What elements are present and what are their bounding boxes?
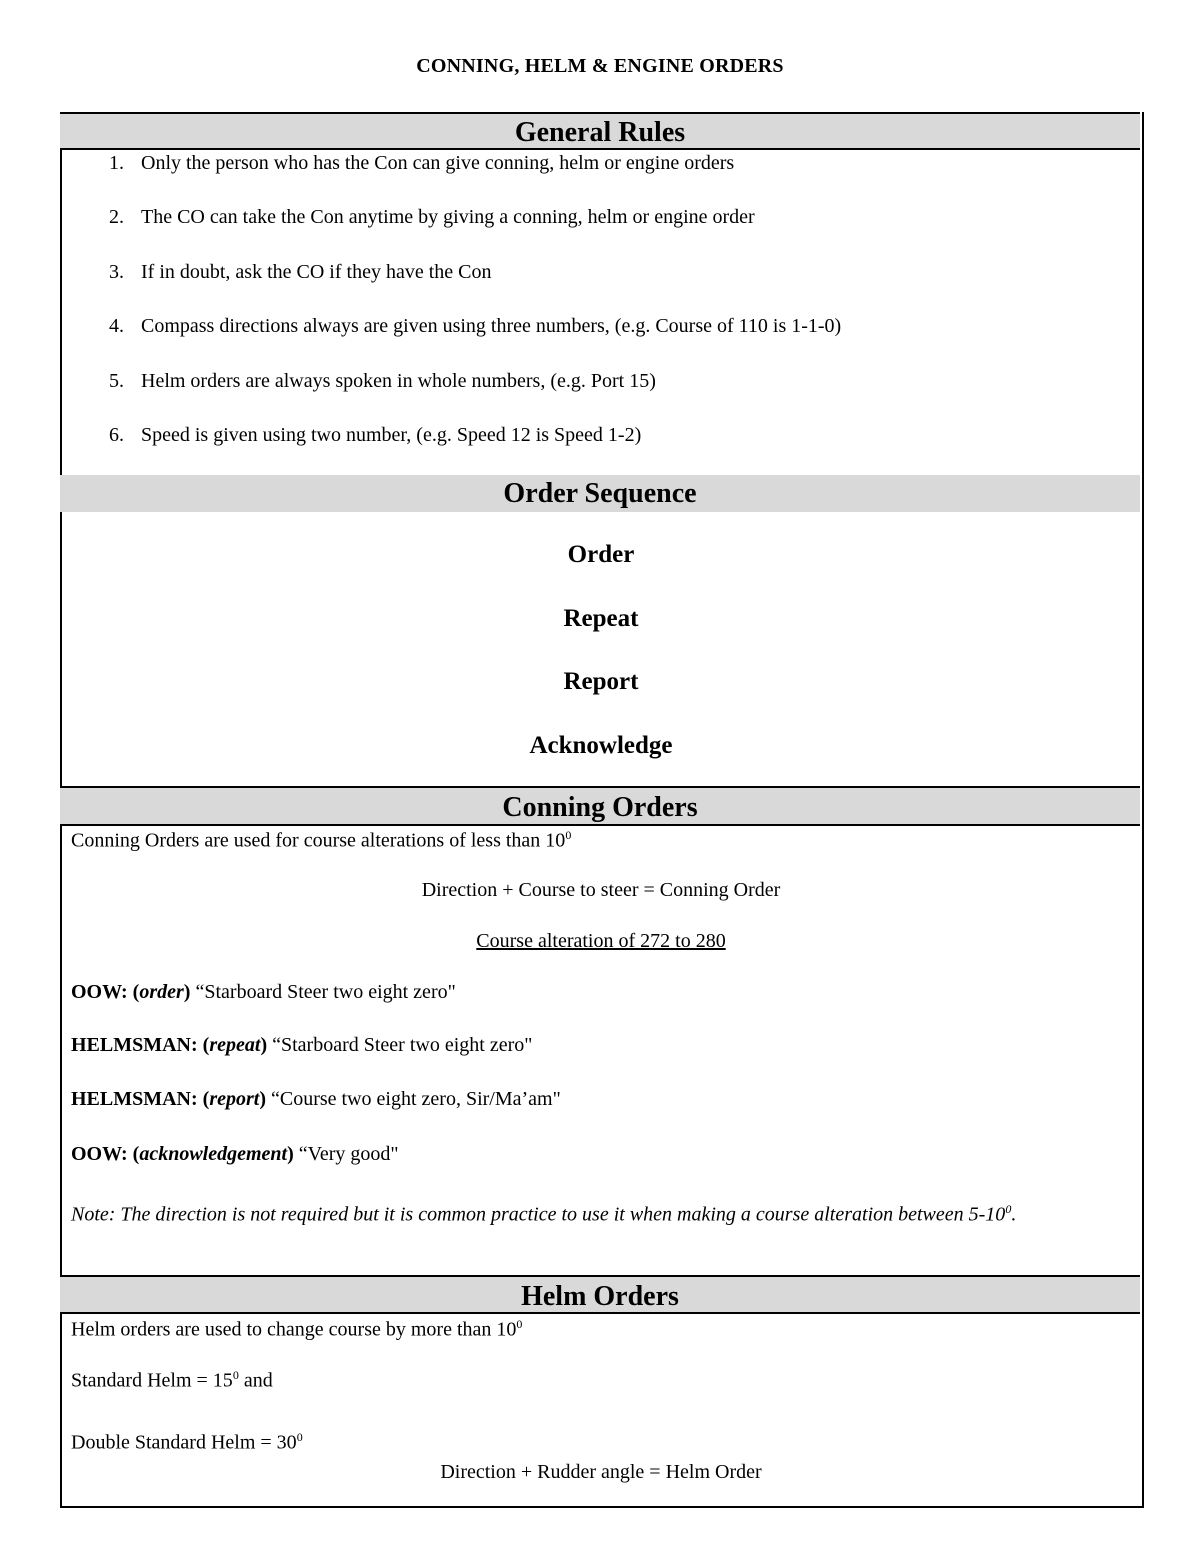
degree-sup: 0 bbox=[232, 1368, 239, 1382]
speech: “Starboard Steer two eight zero" bbox=[267, 1034, 533, 1056]
paren-open: ( bbox=[132, 1143, 140, 1165]
dialogue-line bbox=[71, 981, 456, 1004]
helm-orders-heading: Helm Orders bbox=[60, 1275, 1140, 1314]
conning-example-title bbox=[62, 930, 1140, 953]
sequence-step-acknowledge: Acknowledge bbox=[529, 732, 673, 759]
rule-text: Speed is given using two number, (e.g. Speed 12 is Speed 1-2) bbox=[141, 424, 642, 446]
paren-close: ) bbox=[183, 981, 191, 1003]
standard-helm-end: and bbox=[238, 1369, 273, 1392]
paren-open: ( bbox=[132, 981, 140, 1003]
helm-intro-text: Helm orders are used to change course by more than 10 bbox=[71, 1318, 517, 1341]
example-title-text: Course alteration of 272 to 280 bbox=[476, 930, 726, 952]
speech: “Starboard Steer two eight zero" bbox=[190, 981, 456, 1003]
helm-formula: Direction + Rudder angle = Helm Order bbox=[440, 1461, 762, 1483]
action: repeat bbox=[209, 1034, 261, 1056]
degree-sup: 0 bbox=[516, 1317, 523, 1331]
note-end: . bbox=[1011, 1203, 1017, 1226]
speaker: HELMSMAN: bbox=[71, 1088, 198, 1110]
sequence-step-repeat: Repeat bbox=[563, 605, 639, 632]
standard-helm-text: Standard Helm = 15 bbox=[71, 1369, 233, 1392]
rule-number: 2. bbox=[109, 206, 124, 228]
dialogue-line bbox=[71, 1034, 532, 1057]
paren-open: ( bbox=[202, 1034, 210, 1056]
action: order bbox=[139, 981, 184, 1003]
degree-sup: 0 bbox=[565, 828, 572, 842]
speech: “Course two eight zero, Sir/Ma’am" bbox=[266, 1088, 561, 1110]
sequence-step-report: Report bbox=[563, 668, 639, 695]
rule-text: Helm orders are always spoken in whole numbers, (e.g. Port 15) bbox=[141, 370, 656, 392]
paren-open: ( bbox=[202, 1088, 210, 1110]
speaker: OOW: bbox=[71, 981, 128, 1003]
paren-close: ) bbox=[259, 1088, 267, 1110]
dialogue-line bbox=[71, 1143, 399, 1166]
conning-note bbox=[71, 1196, 1131, 1229]
general-rules-heading: General Rules bbox=[60, 112, 1140, 150]
degree-sup: 0 bbox=[296, 1430, 303, 1444]
double-helm-text: Double Standard Helm = 30 bbox=[71, 1431, 297, 1454]
rule-number: 6. bbox=[109, 424, 124, 446]
action: acknowledgement bbox=[139, 1143, 288, 1165]
rule-text: Only the person who has the Con can give conning, helm or engine orders bbox=[141, 152, 735, 174]
paren-close: ) bbox=[260, 1034, 268, 1056]
degree-sup: 0 bbox=[1005, 1202, 1012, 1216]
order-sequence-heading: Order Sequence bbox=[60, 475, 1140, 512]
action: report bbox=[209, 1088, 260, 1110]
rule-text: The CO can take the Con anytime by giving a conning, helm or engine order bbox=[141, 206, 755, 228]
dialogue-line bbox=[71, 1088, 561, 1111]
speech: “Very good" bbox=[293, 1143, 399, 1165]
speaker: HELMSMAN: bbox=[71, 1034, 198, 1056]
rule-number: 5. bbox=[109, 370, 124, 392]
standard-helm bbox=[71, 1368, 273, 1393]
rule-number: 3. bbox=[109, 261, 124, 283]
rule-text: If in doubt, ask the CO if they have the Con bbox=[141, 261, 492, 283]
page-title: CONNING, HELM & ENGINE ORDERS bbox=[416, 55, 784, 77]
note-text: Note: The direction is not required but it is common practice to use it when making a course alteration between 5-10 bbox=[71, 1203, 1006, 1226]
paren-close: ) bbox=[287, 1143, 294, 1165]
helm-intro bbox=[71, 1317, 522, 1342]
conning-orders-heading: Conning Orders bbox=[60, 786, 1140, 826]
conning-intro-text: Conning Orders are used for course alterations of less than 10 bbox=[71, 829, 566, 852]
speaker: OOW: bbox=[71, 1143, 128, 1165]
rule-number: 4. bbox=[109, 315, 124, 337]
rule-number: 1. bbox=[109, 152, 124, 174]
rule-text: Compass directions always are given using three numbers, (e.g. Course of 110 is 1-1-0) bbox=[141, 315, 842, 337]
conning-formula: Direction + Course to steer = Conning Order bbox=[421, 879, 781, 901]
conning-intro bbox=[71, 828, 571, 853]
double-standard-helm bbox=[71, 1430, 303, 1455]
sequence-step-order: Order bbox=[567, 541, 635, 568]
